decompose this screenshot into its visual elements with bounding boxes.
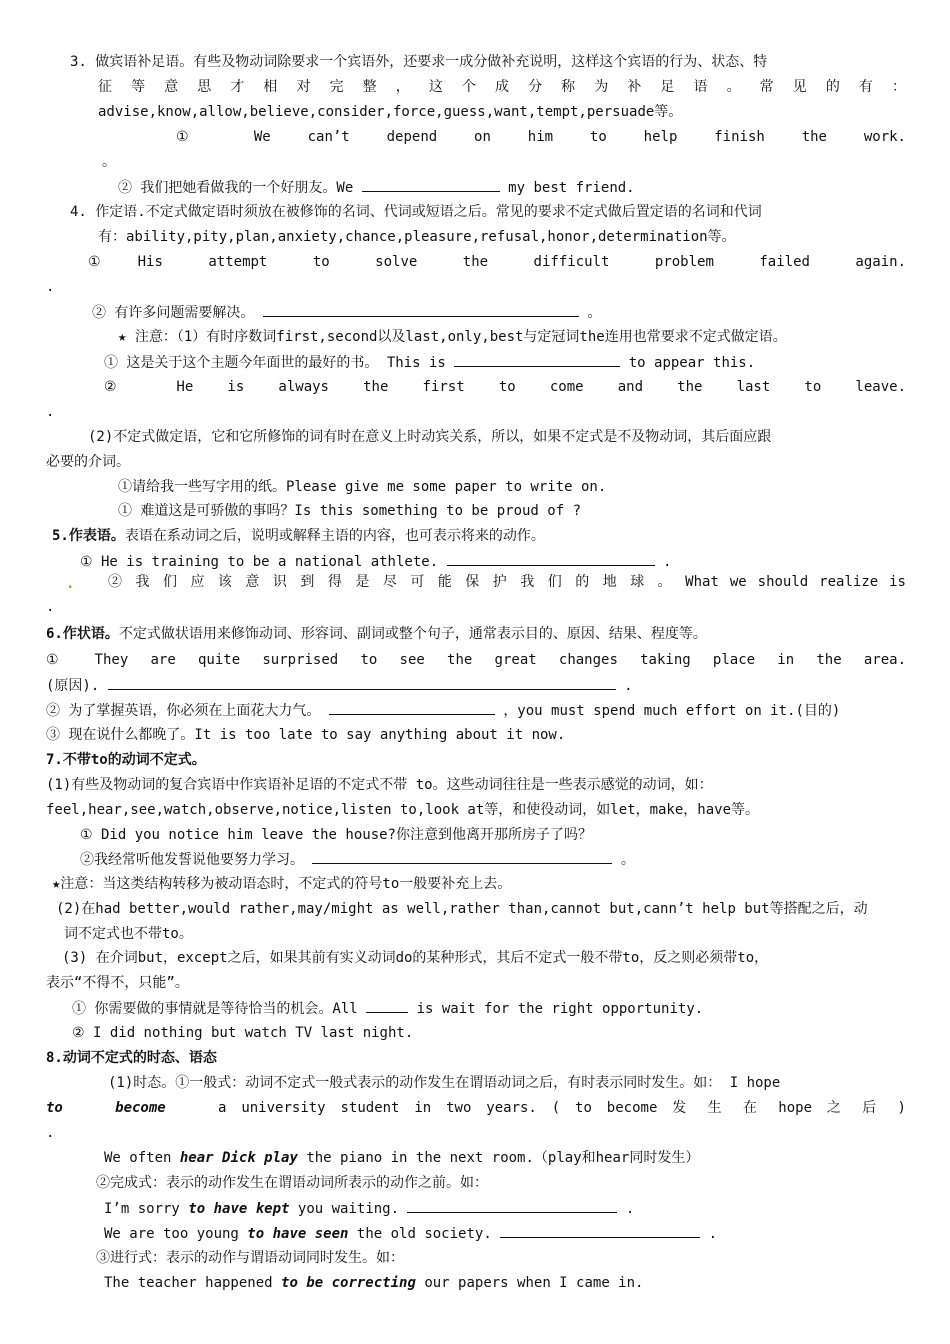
answer-blank[interactable] bbox=[454, 352, 620, 367]
s6-example-2-tail: ，you must spend much effort on it.(目的) bbox=[503, 703, 841, 719]
s6-example-1: ① They are quite surprised to see the great changes taking place in the area. bbox=[46, 652, 906, 668]
s4-line2: 有：ability,pity,plan,anxiety,chance,pleasure,refusal,honor,determination等。 bbox=[98, 229, 736, 245]
s8-word-become: become bbox=[115, 1100, 166, 1116]
s4-example-2 bbox=[92, 302, 601, 322]
s7-p3-line1: (3) 在介词but，except之后，如果其前有实义动词do的某种形式，其后不定式一般不带to，反之则必须带to， bbox=[62, 950, 769, 966]
s4-note: ★ 注意：（1）有时序数词first,second以及last,only,best与定冠词the连用也常要求不定式做定语。 bbox=[118, 329, 787, 345]
s6-example-2 bbox=[46, 700, 840, 720]
s3-line1 bbox=[70, 52, 767, 72]
decorative-dot-icon: . bbox=[66, 576, 75, 592]
answer-blank[interactable] bbox=[447, 551, 655, 566]
s8-example-2-c: you waiting. bbox=[297, 1201, 400, 1217]
s8-example-4-a: The teacher happened bbox=[104, 1275, 273, 1291]
s7-example-1: ① Did you notice him leave the house?你注意到他离开那所房子了吗？ bbox=[80, 827, 592, 843]
s4-note-example-1-text: ① 这是关于这个主题今年面世的最好的书。 This is bbox=[104, 355, 446, 371]
s8-tense-line3: . bbox=[46, 1125, 55, 1141]
s4-note2-line2: 必要的介词。 bbox=[46, 454, 130, 470]
s3-example-1-end: 。 bbox=[102, 154, 116, 170]
s3-line3: advise,know,allow,believe,consider,force,guess,want,tempt,persuade等。 bbox=[98, 104, 683, 120]
s8-example-3-c: the old society. bbox=[356, 1226, 492, 1242]
s3-line2: 征 等 意 思 才 相 对 完 整 ， 这 个 成 分 称 为 补 足 语 。 常 见 的 有 ： bbox=[98, 79, 906, 95]
answer-blank[interactable] bbox=[312, 849, 612, 864]
s8-example-2-a: I’m sorry bbox=[104, 1201, 180, 1217]
s7-p2-line1: (2)在had better,would rather,may/might as well,rather than,cannot but,cann’t help but等搭配之后，动 bbox=[56, 901, 868, 917]
s3-example-2 bbox=[118, 177, 635, 197]
s4-example-1-end: . bbox=[46, 279, 55, 295]
s4-note2-example-2: ① 难道这是可骄傲的事吗？Is this something to be proud of ? bbox=[118, 503, 582, 519]
s7-example-2 bbox=[80, 849, 635, 869]
answer-blank[interactable] bbox=[366, 998, 408, 1013]
s5-example-1-text: ① He is training to be a national athlete. bbox=[80, 554, 439, 570]
s3-heading-text: 3. 做宾语补足语。有些及物动词除要求一个宾语外，还要求一成分做补充说明，这样这个宾语的行为、状态、特 bbox=[70, 54, 768, 70]
s8-tense-line2 bbox=[46, 1098, 906, 1118]
s5-title: 5.作表语。 bbox=[52, 528, 125, 544]
s7-p3-line2: 表示“不得不，只能”。 bbox=[46, 975, 189, 991]
s8-example-4-b: to be correcting bbox=[281, 1275, 416, 1291]
s7-title: 7.不带to的动词不定式。 bbox=[46, 752, 206, 768]
s7-example-2-tail: 。 bbox=[620, 852, 635, 868]
s7-example-3-text: ① 你需要做的事情就是等待恰当的机会。All bbox=[72, 1001, 358, 1017]
s8-title: 8.动词不定式的时态、语态 bbox=[46, 1050, 217, 1066]
s5-heading bbox=[52, 526, 545, 546]
s6-example-1-label: (原因). bbox=[46, 678, 100, 694]
s3-example-2-tail: my best friend. bbox=[508, 180, 635, 196]
answer-blank[interactable] bbox=[329, 700, 495, 715]
s8-example-2-d: . bbox=[625, 1201, 635, 1217]
s4-line1: 4. 作定语.不定式做定语时须放在被修饰的名词、代词或短语之后。常见的要求不定式做后置定语的名词和代词 bbox=[70, 204, 762, 220]
s8-example-2-b: to have kept bbox=[188, 1201, 290, 1217]
s8-example-2 bbox=[104, 1198, 634, 1218]
s6-title: 6.作状语。 bbox=[46, 626, 119, 642]
s4-example-1: ①His attempt to solve the difficult problem failed again. bbox=[88, 254, 906, 270]
s8-example-1-a: We often bbox=[104, 1150, 172, 1166]
s4-note-example-1 bbox=[104, 352, 755, 372]
s5-example-2-end: . bbox=[46, 599, 55, 615]
s8-example-3-b: to have seen bbox=[247, 1226, 349, 1242]
s7-p1-line1: (1)有些及物动词的复合宾语中作宾语补足语的不定式不带 to。这些动词往往是一些表示感觉的动词，如： bbox=[46, 777, 713, 793]
s4-note-example-1-tail: to appear this. bbox=[628, 355, 756, 371]
s3-example-2-text: ② 我们把她看做我的一个好朋友。We bbox=[118, 180, 354, 196]
s4-example-2-text: ② 有许多问题需要解决。 bbox=[92, 305, 255, 321]
s8-perfect: ②完成式：表示的动作发生在谓语动词所表示的动作之前。如： bbox=[96, 1175, 488, 1191]
s7-p2-line2: 词不定式也不带to。 bbox=[64, 926, 193, 942]
s7-example-4: ② I did nothing but watch TV last night. bbox=[72, 1025, 414, 1041]
s5-example-1 bbox=[80, 551, 671, 571]
answer-blank[interactable] bbox=[407, 1198, 617, 1213]
s6-heading bbox=[46, 624, 707, 644]
s8-word-to: to bbox=[46, 1100, 63, 1116]
answer-blank[interactable] bbox=[263, 302, 579, 317]
s4-note-example-2: ② He is always the first to come and the last to leave. bbox=[104, 379, 906, 395]
s5-title-rest: 表语在系动词之后，说明或解释主语的内容，也可表示将来的动作。 bbox=[124, 528, 545, 544]
s8-progressive: ③进行式：表示的动作与谓语动词同时发生。如： bbox=[96, 1250, 404, 1266]
s8-example-3 bbox=[104, 1223, 717, 1243]
s8-example-3-d: . bbox=[708, 1226, 718, 1242]
s6-title-rest: 不定式做状语用来修饰动词、形容词、副词或整个句子，通常表示目的、原因、结果、程度等。 bbox=[118, 626, 707, 642]
s4-note2-example-1: ①请给我一些写字用的纸。Please give me some paper to write on. bbox=[118, 479, 607, 495]
s6-example-1-tail: . bbox=[624, 678, 633, 694]
s6-example-3: ③ 现在说什么都晚了。It is too late to say anything about it now. bbox=[46, 727, 566, 743]
s6-example-2-text: ② 为了掌握英语，你必须在上面花大力气。 bbox=[46, 703, 321, 719]
s8-tense-line1: (1)时态。①一般式：动词不定式一般式表示的动作发生在谓语动词之后，有时表示同时发生。如： I hope bbox=[108, 1075, 781, 1091]
s7-example-3-tail: is wait for the right opportunity. bbox=[416, 1001, 704, 1017]
s7-p1-line2: feel,hear,see,watch,observe,notice,listen to,look at等，和使役动词，如let，make，have等。 bbox=[46, 802, 760, 818]
s4-example-2-tail: 。 bbox=[587, 305, 602, 321]
s5-example-2: ② 我 们 应 该 意 识 到 得 是 尽 可 能 保 护 我 们 的 地 球 。 What we should realize is bbox=[108, 574, 906, 590]
s8-example-1-c: the piano in the next room.（play和hear同时发生） bbox=[306, 1150, 700, 1166]
s8-example-3-a: We are too young bbox=[104, 1226, 239, 1242]
s8-example-4 bbox=[104, 1273, 643, 1293]
s8-example-4-c: our papers when I came in. bbox=[424, 1275, 644, 1291]
answer-blank[interactable] bbox=[500, 1223, 700, 1238]
s7-note: ★注意：当这类结构转移为被动语态时，不定式的符号to一般要补充上去。 bbox=[52, 876, 512, 892]
s3-example-1: ① We can’t depend on him to help finish the work. bbox=[176, 129, 906, 145]
s7-example-2-text: ②我经常听他发誓说他要努力学习。 bbox=[80, 852, 304, 868]
s8-example-1 bbox=[104, 1148, 699, 1168]
s5-example-1-tail: . bbox=[663, 554, 672, 570]
s8-example-1-b: hear Dick play bbox=[179, 1150, 298, 1166]
s4-note-example-2-end: . bbox=[46, 404, 55, 420]
s7-example-3 bbox=[72, 998, 703, 1018]
answer-blank[interactable] bbox=[362, 177, 500, 192]
s4-note2-line1: (2)不定式做定语，它和它所修饰的词有时在意义上时动宾关系，所以，如果不定式是不及物动词，其后面应跟 bbox=[88, 429, 772, 445]
s8-tense-line2-rest: a university student in two years. ( to become 发 生 在 hope 之 后 ) bbox=[218, 1100, 906, 1116]
answer-blank[interactable] bbox=[108, 675, 616, 690]
s6-example-1-reason bbox=[46, 675, 633, 695]
